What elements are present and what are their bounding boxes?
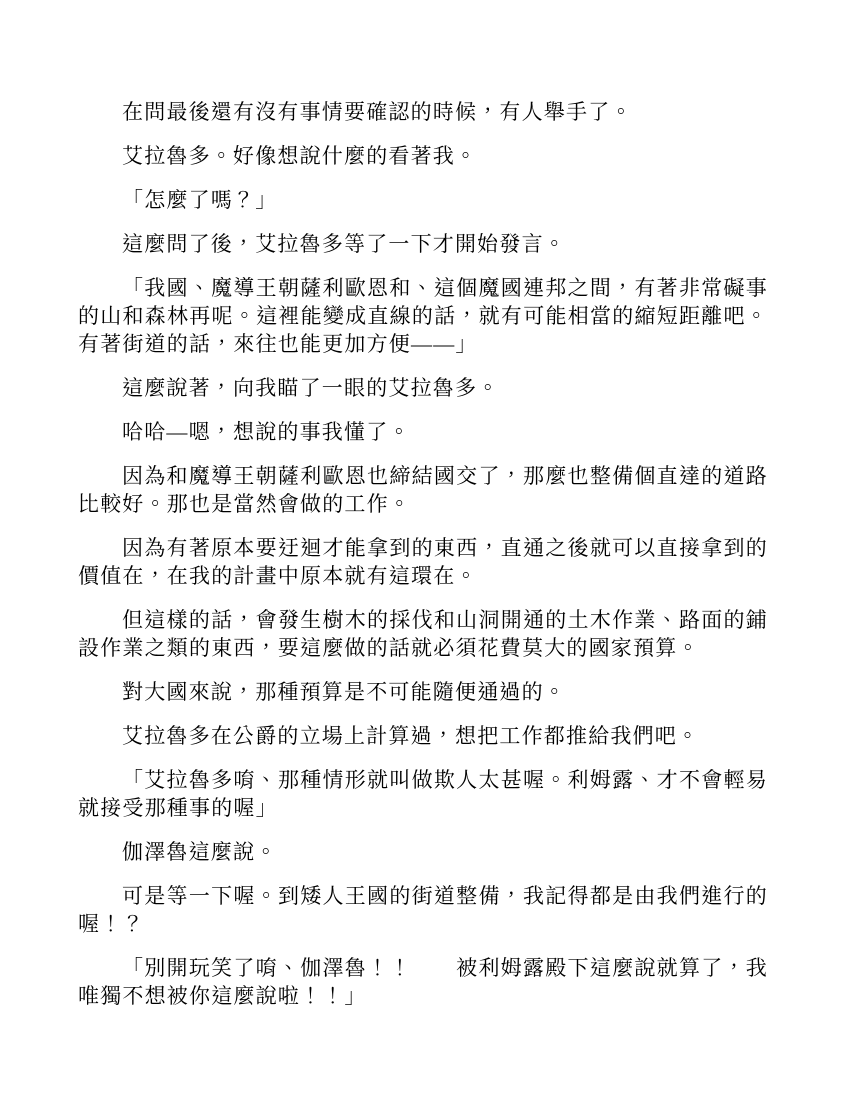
paragraph: 艾拉魯多。好像想說什麼的看著我。 — [122, 144, 478, 168]
paragraph: 哈哈—嗯，想說的事我懂了。 — [122, 420, 411, 444]
paragraph: 在問最後還有沒有事情要確認的時候，有人舉手了。 — [122, 100, 633, 124]
paragraph-dialogue: 「艾拉魯多唷、那種情形就叫做欺人太甚喔。利姆露、才不會輕易就接受那種事的喔」 — [78, 768, 768, 820]
paragraph: 因為有著原本要迂迴才能拿到的東西，直通之後就可以直接拿到的價值在，在我的計畫中原本就有這環在。 — [78, 536, 768, 588]
paragraph-dialogue: 「怎麼了嗎？」 — [122, 188, 278, 212]
paragraph: 因為和魔導王朝薩利歐恩也締結國交了，那麼也整備個直達的道路比較好。那也是當然會做的工作。 — [78, 464, 768, 516]
paragraph: 可是等一下喔。到矮人王國的街道整備，我記得都是由我們進行的喔！？ — [78, 884, 768, 936]
paragraph: 伽澤魯這麼說。 — [122, 840, 278, 864]
paragraph: 對大國來說，那種預算是不可能隨便通過的。 — [122, 680, 566, 704]
paragraph: 這麼說著，向我瞄了一眼的艾拉魯多。 — [122, 376, 500, 400]
paragraph-dialogue: 「我國、魔導王朝薩利歐恩和、這個魔國連邦之間，有著非常礙事的山和森林再呢。這裡能變成直線的話，就有可能相當的縮短距離吧。有著街道的話，來往也能更加方便——」 — [78, 276, 768, 356]
paragraph: 艾拉魯多在公爵的立場上計算過，想把工作都推給我們吧。 — [122, 724, 700, 748]
paragraph: 這麼問了後，艾拉魯多等了一下才開始發言。 — [122, 232, 566, 256]
paragraph-dialogue: 「別開玩笑了唷、伽澤魯！！ 被利姆露殿下這麼說就算了，我唯獨不想被你這麼說啦！！」 — [78, 956, 768, 1008]
paragraph: 但這樣的話，會發生樹木的採伐和山洞開通的土木作業、路面的鋪設作業之類的東西，要這麼做的話就必須花費莫大的國家預算。 — [78, 608, 768, 660]
